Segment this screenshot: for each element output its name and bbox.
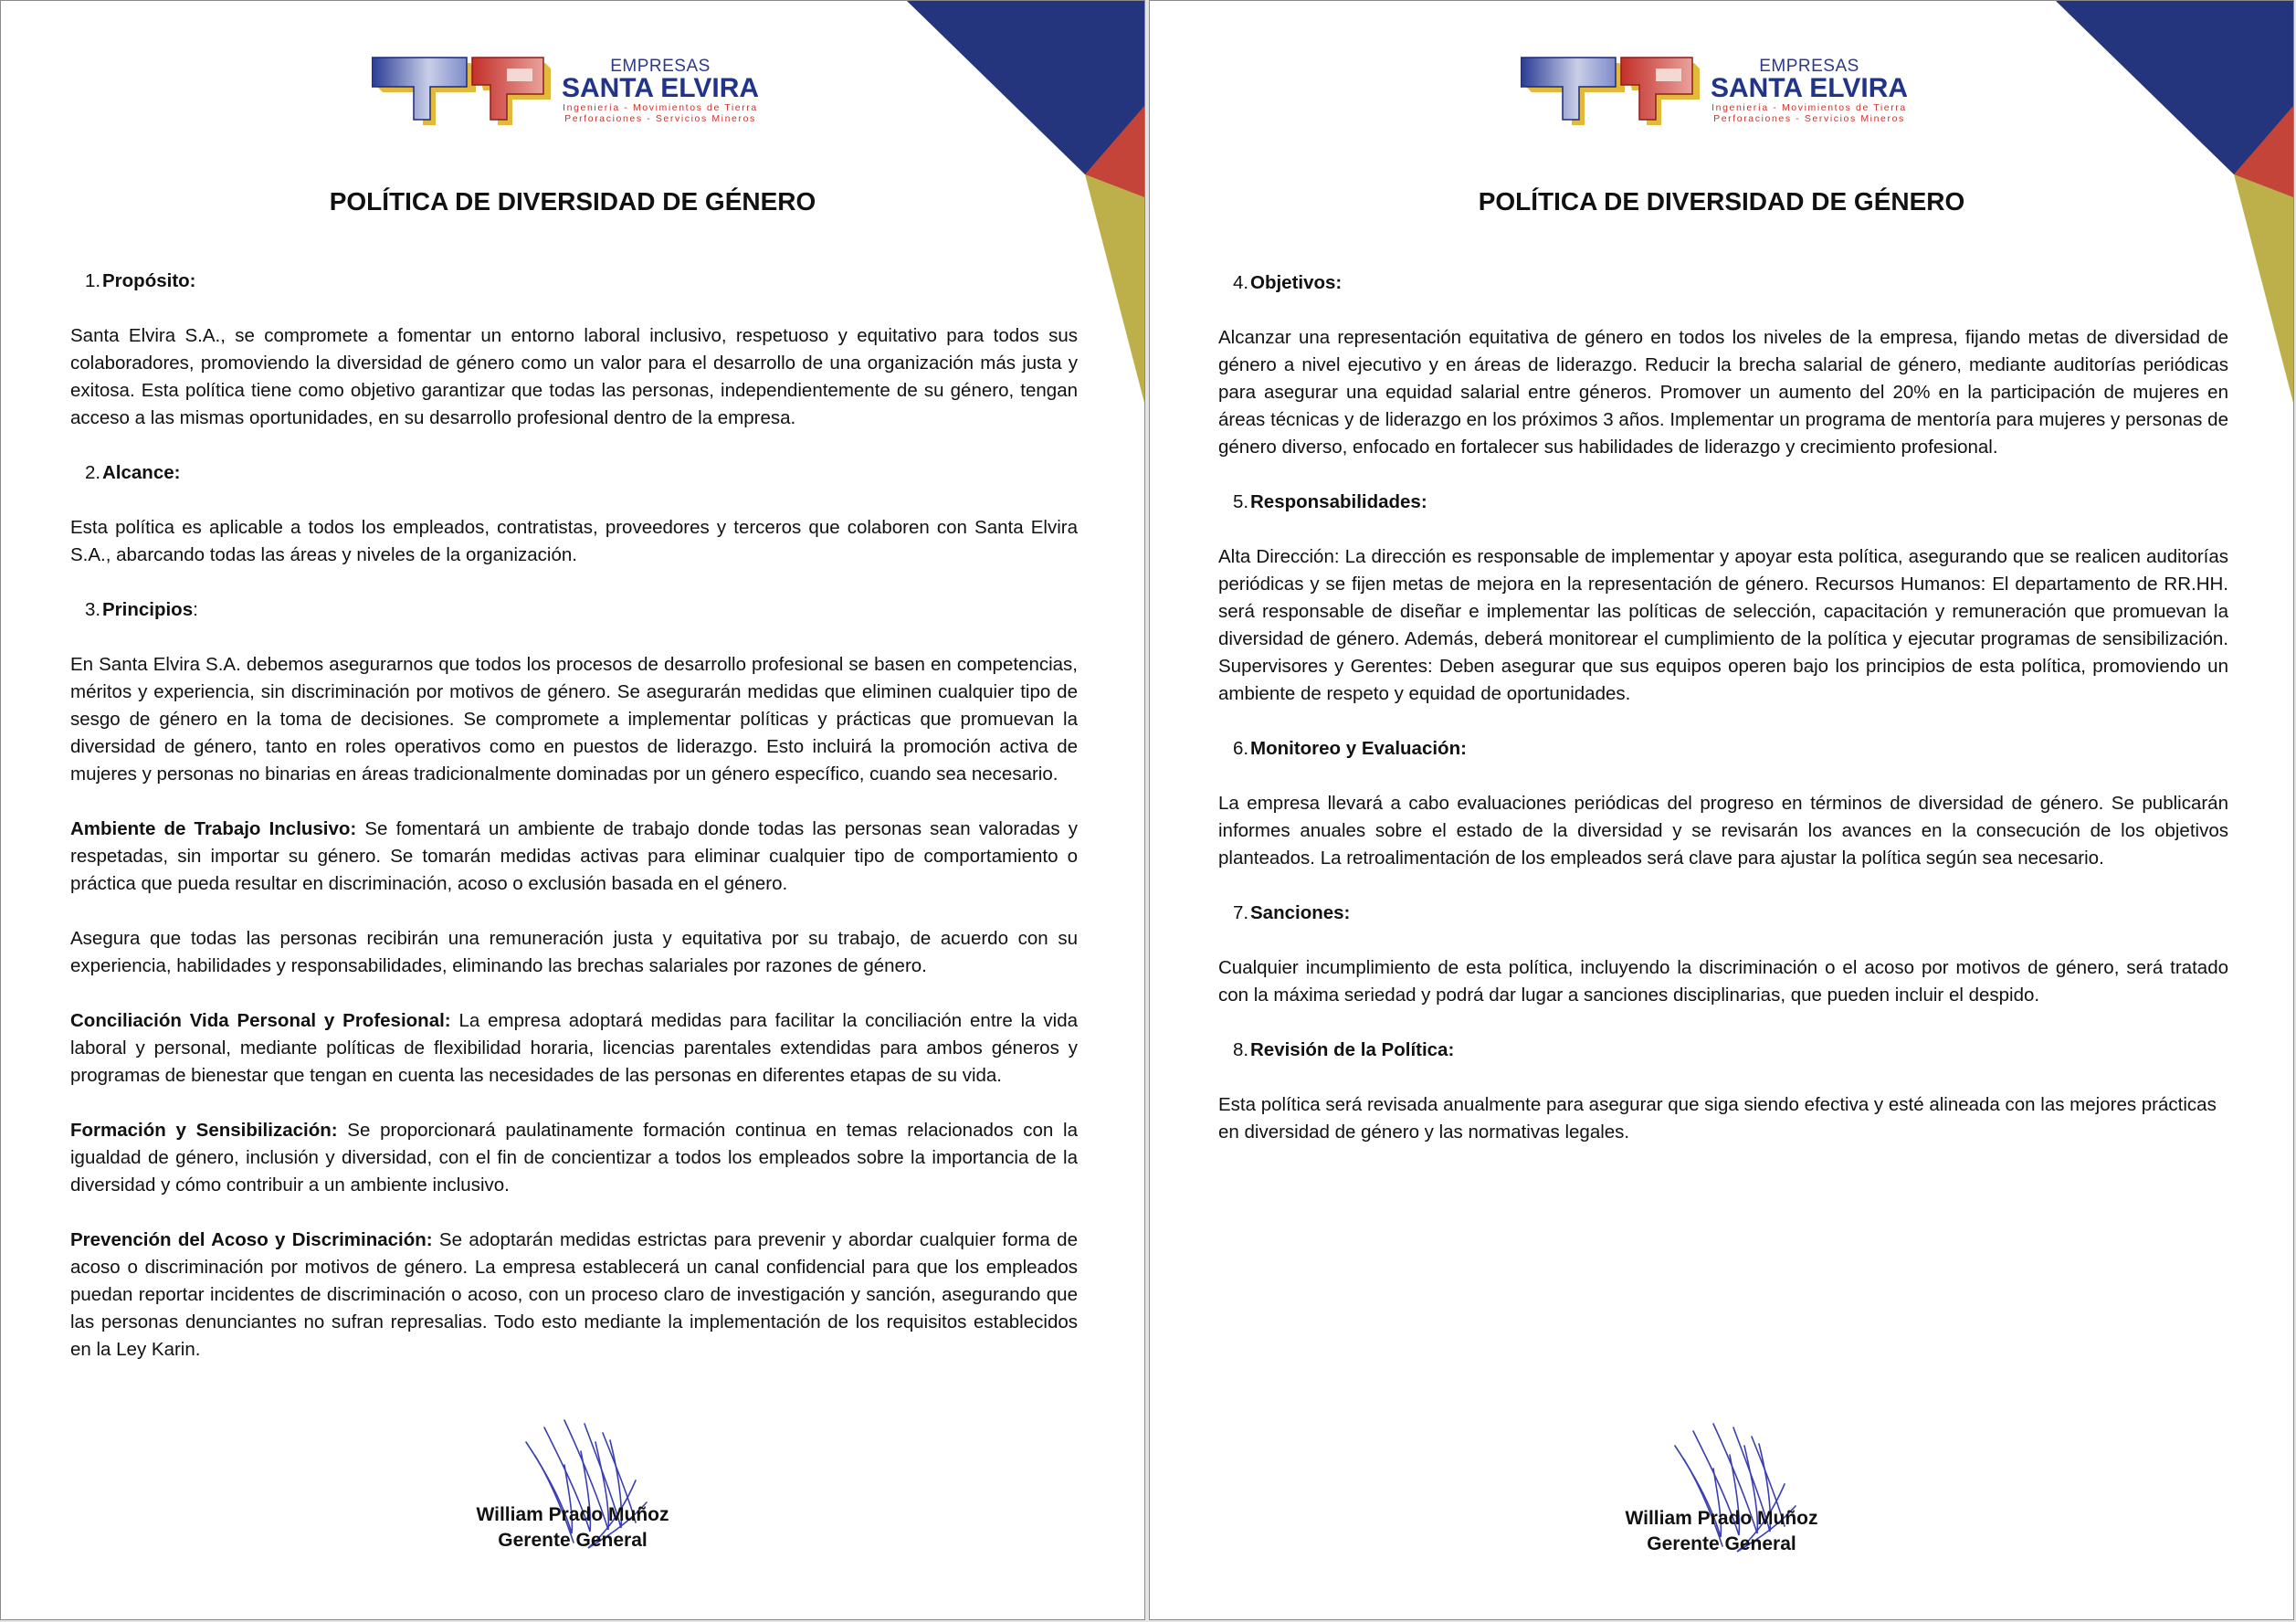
page-title: POLÍTICA DE DIVERSIDAD DE GÉNERO bbox=[1478, 187, 1965, 216]
paragraph-text: Se proporcionará paulatinamente formación continua en temas relacionados con la igualdad de género, inclusión y diversidad, con el fin de concientizar a todos los empleados sobre la importancia de la diversidad y cómo contribuir a un ambiente inclusivo. bbox=[70, 1120, 1078, 1195]
section-number: 7. bbox=[1233, 902, 1249, 923]
logo-tagline-2: Perforaciones - Servicios Mineros bbox=[1713, 113, 1905, 124]
paragraph-remuneracion: Asegura que todas las personas recibirán una remuneración justa y equitativa por su trabajo, de acuerdo con su experiencia, habilidades y responsabilidades, eliminando las brechas salariales por razones de género. bbox=[70, 928, 1078, 976]
signatory-name: William Prado Muñoz bbox=[1625, 1508, 1818, 1529]
logo-tagline-2: Perforaciones - Servicios Mineros bbox=[564, 113, 756, 124]
page-2 bbox=[1149, 0, 2294, 1620]
section-colon: : bbox=[193, 599, 198, 620]
document-body bbox=[1218, 269, 2228, 1174]
section-label: Propósito: bbox=[102, 270, 196, 291]
section-number: 3. bbox=[85, 599, 101, 620]
paragraph-conciliacion bbox=[70, 1007, 1078, 1090]
paragraph-prevencion bbox=[70, 1227, 1078, 1364]
paragraph-text: La empresa adoptará medidas para facilitar la conciliación entre la vida laboral y personal, mediante políticas de flexibilidad horaria, licencias parentales extendidas para ambos géneros y programas de bienestar que tengan en cuenta las necesidades de las personas en diferentes etapas de su vida. bbox=[70, 1010, 1079, 1086]
logo-mark-icon bbox=[372, 56, 554, 131]
logo-tagline-1: Ingeniería - Movimientos de Tierra bbox=[563, 102, 758, 113]
section-heading-monitoreo bbox=[1218, 735, 2228, 763]
section-heading-revision bbox=[1218, 1037, 2228, 1064]
document-body bbox=[70, 268, 1078, 1391]
signatory bbox=[1, 1502, 1144, 1554]
logo-text bbox=[560, 58, 761, 124]
paragraph-responsabilidades: Alta Dirección: La dirección es responsable de implementar y apoyar esta política, asegurando que se realicen auditorías periódicas y se fijen metas de mejora en la representación de género. Recursos Humanos: El departamento de RR.HH. será responsable de diseñar e implementar las políticas de selección, capacitación y remuneración que promuevan la diversidad de género. Además, deberá monitorear el cumplimiento de la política y ejecutar programas de sensibilización. Supervisores y Gerentes: Deben asegurar que sus equipos operen bajo los principios de esta política, promoviendo un ambiente de respeto y equidad de oportunidades. bbox=[1218, 546, 2228, 704]
paragraph-text: Se fomentará un ambiente de trabajo donde todas las personas sean valoradas y respetadas, sin importar su género. Se tomarán medidas activas para eliminar cualquier tipo de comportamiento o práctica que pueda resultar en discriminación, acoso o exclusión basada en el género. bbox=[70, 818, 1078, 894]
paragraph-proposito: Santa Elvira S.A., se compromete a fomentar un entorno laboral inclusivo, respetuoso y equitativo para todos sus colaboradores, promoviendo la diversidad de género como un valor para el desarrollo de una organización más justa y exitosa. Esta política tiene como objetivo garantizar que todas las personas, independientemente de su género, tengan acceso a las mismas oportunidades, en su desarrollo profesional dentro de la empresa. bbox=[70, 325, 1078, 428]
logo-mark-icon bbox=[1521, 56, 1703, 131]
logo-tagline-1: Ingeniería - Movimientos de Tierra bbox=[1711, 102, 1907, 113]
signatory-role: Gerente General bbox=[498, 1530, 648, 1551]
signatory bbox=[1150, 1506, 2293, 1557]
section-heading-alcance bbox=[70, 459, 1078, 487]
page-1 bbox=[0, 0, 1145, 1620]
logo-text bbox=[1709, 58, 1910, 124]
logo-name: SANTA ELVIRA bbox=[1710, 73, 1909, 103]
logo-prefix: EMPRESAS bbox=[1759, 57, 1859, 76]
section-number: 4. bbox=[1233, 272, 1249, 293]
paragraph-alcance: Esta política es aplicable a todos los empleados, contratistas, proveedores y terceros que colaboren con Santa Elvira S.A., abarcando todas las áreas y niveles de la organización. bbox=[70, 517, 1078, 565]
logo-name: SANTA ELVIRA bbox=[561, 73, 760, 103]
page-title: POLÍTICA DE DIVERSIDAD DE GÉNERO bbox=[329, 187, 816, 216]
paragraph-objetivos: Alcanzar una representación equitativa de género en todos los niveles de la empresa, fijando metas de diversidad de género a nivel ejecutivo y en áreas de liderazgo. Reducir la brecha salarial de género, mediante auditorías periódicas para asegurar una equidad salarial entre géneros. Promover un aumento del 20% en la participación de mujeres en áreas técnicas y de liderazgo en los próximos 3 años. Implementar un programa de mentoría para mujeres y personas de género diverso, enfocado en fortalecer sus habilidades de liderazgo y crecimiento profesional. bbox=[1218, 327, 2228, 458]
paragraph-text: Se adoptarán medidas estrictas para prevenir y abordar cualquier forma de acoso o discriminación por motivos de género. La empresa establecerá un canal confidencial para que los empleados puedan reportar incidentes de discriminación o acoso, con un proceso claro de investigación y sanción, asegurando que las personas denunciantes no sufran represalias. Todo esto mediante la implementación de los requisitos establecidos en la Ley Karin. bbox=[70, 1229, 1078, 1360]
signatory-role: Gerente General bbox=[1647, 1533, 1796, 1554]
section-label: Sanciones: bbox=[1250, 902, 1351, 923]
section-number: 8. bbox=[1233, 1039, 1249, 1060]
company-logo bbox=[1, 48, 1144, 132]
section-label: Objetivos: bbox=[1250, 272, 1343, 293]
section-heading-proposito bbox=[70, 268, 1078, 295]
section-heading-sanciones bbox=[1218, 900, 2228, 927]
section-heading-responsabilidades bbox=[1218, 489, 2228, 516]
section-label: Principios bbox=[102, 599, 194, 620]
paragraph-revision: Esta política será revisada anualmente para asegurar que siga siendo efectiva y esté alineada con las mejores prácticas en diversidad de género y las normativas legales. bbox=[1218, 1094, 2217, 1143]
section-number: 2. bbox=[85, 462, 101, 483]
paragraph-lead: Conciliación Vida Personal y Profesional: bbox=[70, 1010, 451, 1031]
paragraph-lead: Prevención del Acoso y Discriminación: bbox=[70, 1229, 433, 1250]
section-heading-objetivos bbox=[1218, 269, 2228, 297]
section-label: Revisión de la Política: bbox=[1250, 1039, 1455, 1060]
section-label: Responsabilidades: bbox=[1250, 491, 1427, 512]
paragraph-lead: Formación y Sensibilización: bbox=[70, 1120, 338, 1141]
company-logo bbox=[1150, 48, 2293, 132]
paragraph-ambiente-inclusivo bbox=[70, 816, 1078, 898]
section-number: 1. bbox=[85, 270, 101, 291]
section-number: 6. bbox=[1233, 738, 1249, 759]
paragraph-formacion bbox=[70, 1117, 1078, 1199]
paragraph-principios: En Santa Elvira S.A. debemos asegurarnos que todos los procesos de desarrollo profesional se basen en competencias, méritos y experiencia, sin discriminación por motivos de género. Se asegurarán medidas que eliminen cualquier tipo de sesgo de género en la toma de decisiones. Se compromete a implementar políticas y prácticas que promuevan la diversidad de género, tanto en roles operativos como en puestos de liderazgo. Esto incluirá la promoción activa de mujeres y personas no binarias en áreas tradicionalmente dominadas por un género específico, cuando sea necesario. bbox=[70, 654, 1078, 785]
section-label: Alcance: bbox=[102, 462, 181, 483]
section-heading-principios bbox=[70, 596, 1078, 624]
logo-prefix: EMPRESAS bbox=[610, 57, 711, 76]
paragraph-sanciones: Cualquier incumplimiento de esta política, incluyendo la discriminación o el acoso por motivos de género, será tratado con la máxima seriedad y podrá dar lugar a sanciones disciplinarias, que pueden incluir el despido. bbox=[1218, 957, 2228, 1006]
section-label: Monitoreo y Evaluación: bbox=[1250, 738, 1467, 759]
paragraph-lead: Ambiente de Trabajo Inclusivo: bbox=[70, 818, 357, 839]
paragraph-monitoreo: La empresa llevará a cabo evaluaciones periódicas del progreso en términos de diversidad de género. Se publicarán informes anuales sobre el estado de la diversidad y se revisarán los avances en la consecución de los objetivos planteados. La retroalimentación de los empleados será clave para ajustar la política según sea necesario. bbox=[1218, 793, 2228, 869]
section-number: 5. bbox=[1233, 491, 1249, 512]
signatory-name: William Prado Muñoz bbox=[476, 1504, 669, 1525]
